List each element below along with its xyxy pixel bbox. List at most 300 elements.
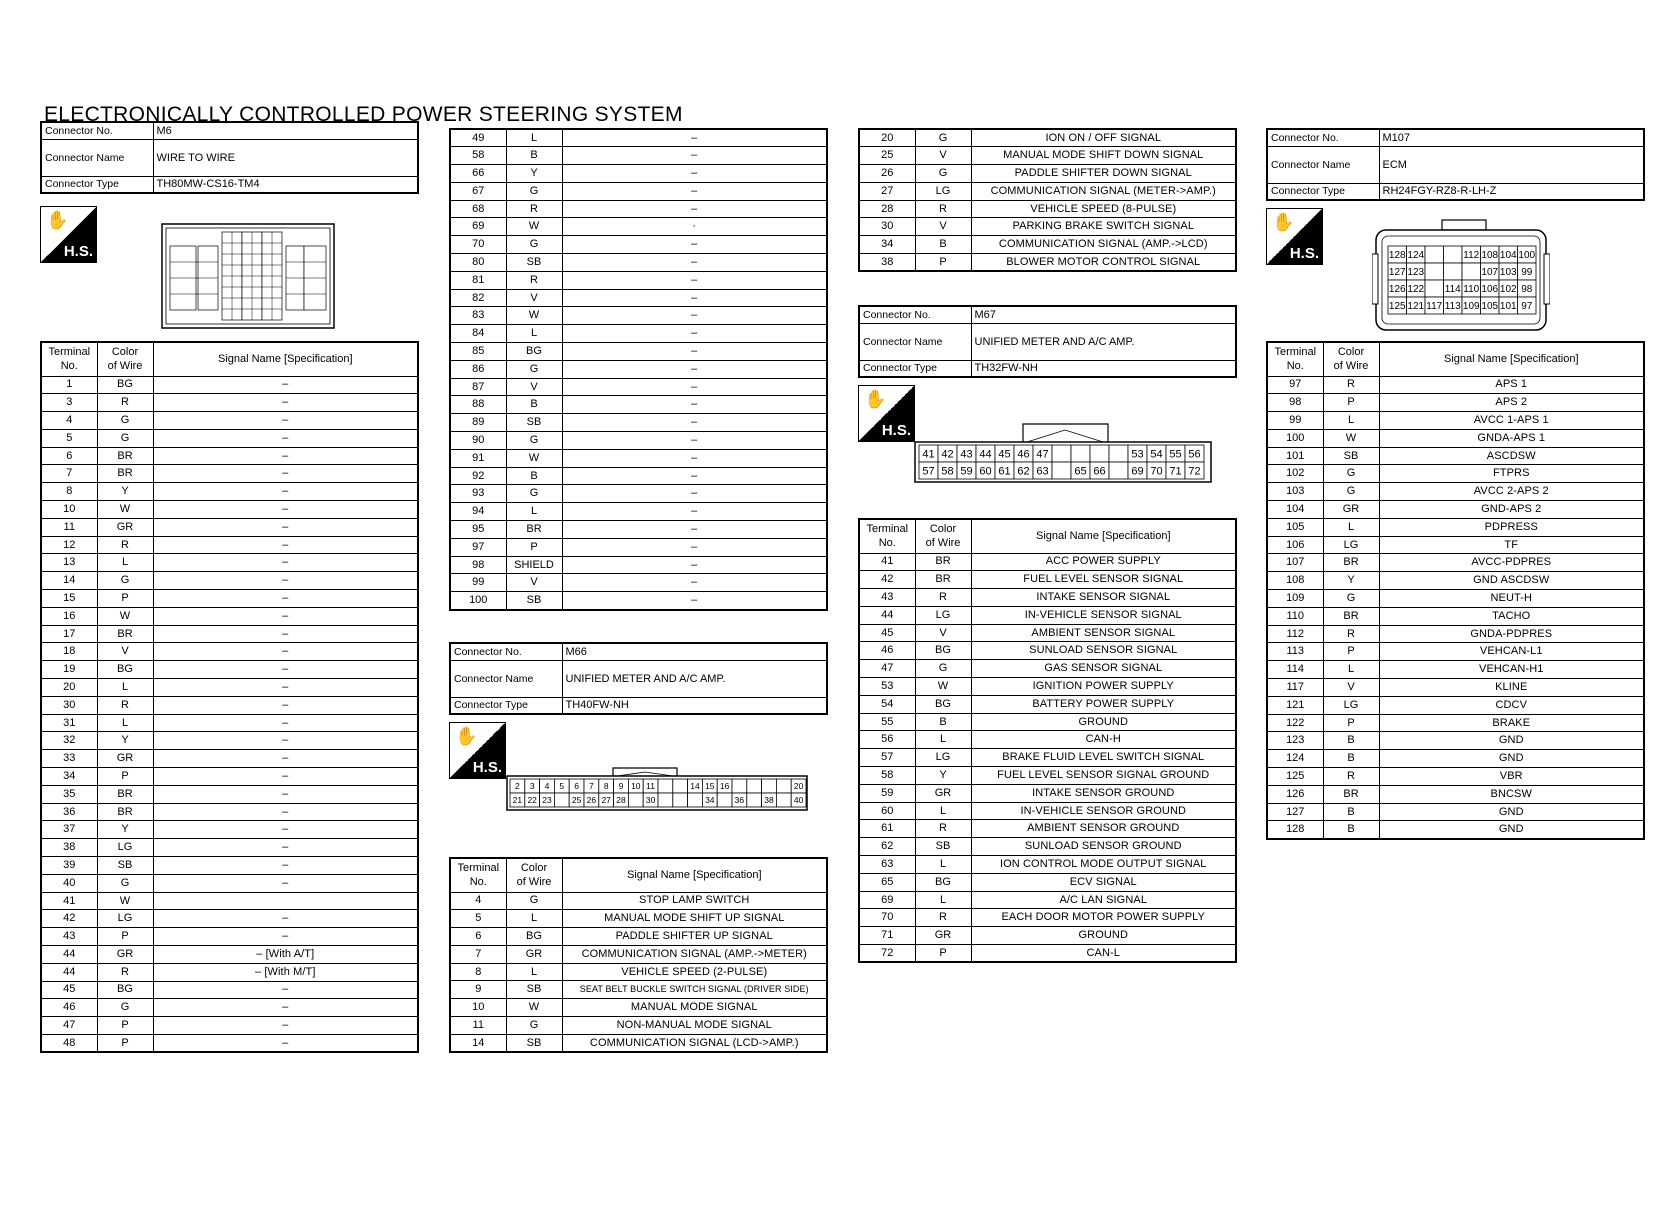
wire-color-cell: R xyxy=(506,200,562,218)
terminal-no-cell: 8 xyxy=(450,963,506,981)
terminal-no-cell: 26 xyxy=(859,165,915,183)
wire-color-cell: GR xyxy=(915,784,971,802)
terminal-no-cell: 103 xyxy=(1267,483,1323,501)
pin-number: 15 xyxy=(705,781,715,792)
terminal-no-cell: 97 xyxy=(450,538,506,556)
terminal-no-cell: 80 xyxy=(450,254,506,272)
terminal-no-cell: 11 xyxy=(41,518,97,536)
signal-name-cell: – xyxy=(153,518,418,536)
terminal-no-cell: 89 xyxy=(450,414,506,432)
wire-color-cell: BR xyxy=(97,625,153,643)
table-row xyxy=(41,394,418,412)
table-row xyxy=(41,785,418,803)
terminal-no-cell: 56 xyxy=(859,731,915,749)
table-row xyxy=(450,218,827,236)
m107-terminal-table xyxy=(1266,341,1645,840)
terminal-no-cell: 87 xyxy=(450,378,506,396)
terminal-no-cell: 32 xyxy=(41,732,97,750)
harness-side-label: H.S. xyxy=(472,759,502,776)
table-row xyxy=(41,963,418,981)
pin-number: 53 xyxy=(1131,448,1144,461)
wire-color-cell: P xyxy=(1323,643,1379,661)
connector-type-value: TH40FW-NH xyxy=(562,697,827,714)
terminal-no-cell: 125 xyxy=(1267,768,1323,786)
harness-side-badge xyxy=(40,206,97,263)
signal-name-cell: VEHICLE SPEED (2-PULSE) xyxy=(562,963,827,981)
wire-color-cell: P xyxy=(97,1017,153,1035)
terminal-no-cell: 69 xyxy=(450,218,506,236)
table-row xyxy=(41,857,418,875)
table-row xyxy=(450,999,827,1017)
wire-color-cell: P xyxy=(97,590,153,608)
terminal-no-cell: 11 xyxy=(450,1017,506,1035)
table-row xyxy=(1267,483,1644,501)
m6-terminal-table xyxy=(40,341,419,1053)
terminal-no-cell: 46 xyxy=(859,642,915,660)
terminal-no-cell: 7 xyxy=(450,945,506,963)
signal-name-cell: COMMUNICATION SIGNAL (METER->AMP.) xyxy=(971,182,1236,200)
pin-number: 123 xyxy=(1407,267,1425,279)
terminal-no-cell: 17 xyxy=(41,625,97,643)
signal-name-cell: – xyxy=(153,768,418,786)
empty-pin-cell xyxy=(1052,462,1071,479)
signal-name-cell: ION ON / OFF SIGNAL xyxy=(971,129,1236,147)
signal-name-cell: – xyxy=(562,165,827,183)
table-row xyxy=(1267,518,1644,536)
pin-number: 103 xyxy=(1499,267,1517,279)
wire-color-cell: W xyxy=(97,892,153,910)
wire-color-cell: SB xyxy=(506,254,562,272)
pin-number: 125 xyxy=(1388,301,1406,313)
col-signal-header: Signal Name [Specification] xyxy=(153,342,418,376)
table-row xyxy=(1267,394,1644,412)
wire-color-cell: BG xyxy=(915,873,971,891)
wire-color-cell: P xyxy=(97,1034,153,1052)
wire-color-cell: BG xyxy=(506,343,562,361)
signal-name-cell: – xyxy=(153,1017,418,1035)
pin-number: 66 xyxy=(1093,465,1106,478)
pin-number: 28 xyxy=(616,795,626,806)
terminal-no-cell: 101 xyxy=(1267,447,1323,465)
signal-name-cell: GND xyxy=(1379,803,1644,821)
wire-color-cell: P xyxy=(915,945,971,963)
connector-no-value: M66 xyxy=(562,643,827,660)
wire-color-cell: BG xyxy=(915,695,971,713)
table-row xyxy=(859,553,1236,571)
table-row xyxy=(1267,501,1644,519)
terminal-no-cell: 34 xyxy=(859,236,915,254)
signal-name-cell: – xyxy=(153,643,418,661)
pin-number: 63 xyxy=(1036,465,1049,478)
terminal-no-cell: 62 xyxy=(859,838,915,856)
table-row xyxy=(41,839,418,857)
table-row xyxy=(41,625,418,643)
table-row xyxy=(450,592,827,610)
terminal-no-cell: 106 xyxy=(1267,536,1323,554)
signal-name-cell: – xyxy=(153,501,418,519)
table-row xyxy=(450,307,827,325)
table-row xyxy=(41,874,418,892)
table-row xyxy=(41,572,418,590)
terminal-no-cell: 112 xyxy=(1267,625,1323,643)
wire-color-cell: G xyxy=(1323,465,1379,483)
table-row xyxy=(450,271,827,289)
connector-name-label: Connector Name xyxy=(450,660,562,697)
connector-no-value: M107 xyxy=(1379,129,1644,146)
pin-number: 61 xyxy=(998,465,1011,478)
table-row xyxy=(41,732,418,750)
col-color-header: Color of Wire xyxy=(506,858,562,892)
empty-pin-cell xyxy=(673,793,688,807)
signal-name-cell: BLOWER MOTOR CONTROL SIGNAL xyxy=(971,254,1236,272)
table-row xyxy=(450,289,827,307)
wire-color-cell: GR xyxy=(915,927,971,945)
signal-name-cell: IGNITION POWER SUPPLY xyxy=(971,678,1236,696)
signal-name-cell: – xyxy=(562,129,827,147)
terminal-no-cell: 71 xyxy=(859,927,915,945)
pin-number: 6 xyxy=(574,781,579,792)
empty-pin-cell xyxy=(658,793,673,807)
harness-side-label: H.S. xyxy=(1289,245,1319,262)
signal-name-cell: – xyxy=(153,590,418,608)
wire-color-cell: G xyxy=(97,429,153,447)
col-color-header: Color of Wire xyxy=(1323,342,1379,376)
terminal-no-cell: 6 xyxy=(41,447,97,465)
pin-number: 71 xyxy=(1169,465,1182,478)
pin-number: 97 xyxy=(1521,301,1533,313)
table-row xyxy=(859,784,1236,802)
signal-name-cell: FUEL LEVEL SENSOR SIGNAL GROUND xyxy=(971,767,1236,785)
table-row xyxy=(1267,803,1644,821)
connector-type-label: Connector Type xyxy=(450,697,562,714)
connector-no-label: Connector No. xyxy=(859,306,971,323)
table-row xyxy=(859,182,1236,200)
wire-color-cell: GR xyxy=(97,518,153,536)
table-row xyxy=(450,182,827,200)
signal-name-cell: AMBIENT SENSOR GROUND xyxy=(971,820,1236,838)
table-row xyxy=(1267,714,1644,732)
signal-name-cell: BRAKE FLUID LEVEL SWITCH SIGNAL xyxy=(971,749,1236,767)
pin-number: 47 xyxy=(1036,448,1049,461)
wire-color-cell: G xyxy=(915,660,971,678)
signal-name-cell: – xyxy=(153,821,418,839)
harness-side-label: H.S. xyxy=(63,243,93,260)
signal-name-cell: – xyxy=(562,325,827,343)
wire-color-cell: V xyxy=(915,147,971,165)
signal-name-cell: AMBIENT SENSOR SIGNAL xyxy=(971,624,1236,642)
table-row xyxy=(859,856,1236,874)
terminal-no-cell: 105 xyxy=(1267,518,1323,536)
table-row xyxy=(1267,679,1644,697)
wire-color-cell: W xyxy=(915,678,971,696)
wire-color-cell: Y xyxy=(506,165,562,183)
table-row xyxy=(41,643,418,661)
pin-number: 114 xyxy=(1444,284,1461,296)
signal-name-cell: – xyxy=(562,467,827,485)
pin-number: 101 xyxy=(1499,301,1517,313)
wire-color-cell: BR xyxy=(506,521,562,539)
terminal-no-cell: 6 xyxy=(450,928,506,946)
table-row xyxy=(41,376,418,394)
table-row xyxy=(859,678,1236,696)
terminal-no-cell: 84 xyxy=(450,325,506,343)
table-row xyxy=(41,429,418,447)
pin-number: 42 xyxy=(941,448,954,461)
wire-color-cell: W xyxy=(1323,429,1379,447)
pin-number: 20 xyxy=(793,781,804,792)
table-row xyxy=(41,554,418,572)
pin-number: 5 xyxy=(559,781,565,792)
wire-color-cell: R xyxy=(97,696,153,714)
terminal-no-cell: 44 xyxy=(41,946,97,964)
table-row xyxy=(1267,554,1644,572)
signal-name-cell: – xyxy=(153,857,418,875)
table-row xyxy=(41,1017,418,1035)
pin-number: 22 xyxy=(527,795,537,806)
table-row xyxy=(1267,412,1644,430)
signal-name-cell: – xyxy=(153,661,418,679)
table-row xyxy=(1267,447,1644,465)
col-color-header: Color of Wire xyxy=(915,519,971,553)
table-row xyxy=(1267,768,1644,786)
signal-name-cell: COMMUNICATION SIGNAL (AMP.->LCD) xyxy=(971,236,1236,254)
terminal-no-cell: 14 xyxy=(450,1034,506,1052)
terminal-no-cell: 60 xyxy=(859,802,915,820)
pin-number: 62 xyxy=(1017,465,1030,478)
terminal-no-cell: 94 xyxy=(450,503,506,521)
signal-name-cell: – xyxy=(562,289,827,307)
empty-pin-cell xyxy=(1425,280,1444,297)
terminal-no-cell: 128 xyxy=(1267,821,1323,839)
wire-color-cell: B xyxy=(1323,821,1379,839)
wire-color-cell: BG xyxy=(97,981,153,999)
connector-name-value: UNIFIED METER AND A/C AMP. xyxy=(971,323,1236,360)
wire-color-cell: SB xyxy=(506,414,562,432)
pin-number: 110 xyxy=(1463,284,1480,296)
m6-terminal-table-continued xyxy=(449,128,828,611)
wire-color-cell: R xyxy=(915,820,971,838)
empty-pin-cell xyxy=(1090,445,1109,462)
table-row xyxy=(450,892,827,910)
table-row xyxy=(41,892,418,910)
wire-color-cell: BR xyxy=(1323,554,1379,572)
table-row xyxy=(41,981,418,999)
pin-number: 107 xyxy=(1481,267,1499,279)
col-terminal-header: Terminal No. xyxy=(1267,342,1323,376)
signal-name-cell: – xyxy=(153,910,418,928)
wire-color-cell: R xyxy=(1323,376,1379,394)
pin-number: 41 xyxy=(922,448,935,461)
terminal-no-cell: 100 xyxy=(1267,429,1323,447)
signal-name-cell: – xyxy=(153,999,418,1017)
m66-connector-diagram xyxy=(505,762,810,814)
terminal-no-cell: 35 xyxy=(41,785,97,803)
table-row xyxy=(859,606,1236,624)
m66-terminal-table-continued xyxy=(858,128,1237,272)
signal-name-cell: FTPRS xyxy=(1379,465,1644,483)
signal-name-cell: – xyxy=(562,254,827,272)
wire-color-cell: V xyxy=(97,643,153,661)
terminal-no-cell: 20 xyxy=(41,679,97,697)
table-row xyxy=(859,147,1236,165)
signal-name-cell: – xyxy=(562,414,827,432)
table-row xyxy=(859,129,1236,147)
table-row xyxy=(41,696,418,714)
signal-name-cell: NEUT-H xyxy=(1379,590,1644,608)
empty-pin-cell xyxy=(1462,263,1481,280)
terminal-no-cell: 10 xyxy=(41,501,97,519)
terminal-no-cell: 127 xyxy=(1267,803,1323,821)
signal-name-cell: BATTERY POWER SUPPLY xyxy=(971,695,1236,713)
terminal-no-cell: 55 xyxy=(859,713,915,731)
terminal-no-cell: 30 xyxy=(859,218,915,236)
empty-pin-cell xyxy=(658,779,673,793)
col-terminal-header: Terminal No. xyxy=(41,342,97,376)
table-row xyxy=(859,731,1236,749)
hand-holding-connector-icon: ✋ xyxy=(1272,212,1295,232)
terminal-no-cell: 117 xyxy=(1267,679,1323,697)
terminal-no-cell: 36 xyxy=(41,803,97,821)
table-row xyxy=(1267,607,1644,625)
wire-color-cell: B xyxy=(915,713,971,731)
terminal-no-cell: 93 xyxy=(450,485,506,503)
signal-name-cell: BNCSW xyxy=(1379,785,1644,803)
signal-name-cell: GND xyxy=(1379,821,1644,839)
signal-name-cell: – xyxy=(153,465,418,483)
harness-side-badge xyxy=(858,385,915,442)
pin-number: 106 xyxy=(1481,284,1499,296)
signal-name-cell: – xyxy=(153,554,418,572)
wire-color-cell: L xyxy=(97,554,153,572)
terminal-no-cell: 4 xyxy=(450,892,506,910)
pin-number: 36 xyxy=(734,795,745,806)
terminal-no-cell: 30 xyxy=(41,696,97,714)
wire-color-cell: LG xyxy=(915,182,971,200)
terminal-no-cell: 10 xyxy=(450,999,506,1017)
signal-name-cell: BRAKE xyxy=(1379,714,1644,732)
terminal-no-cell: 61 xyxy=(859,820,915,838)
pin-number: 25 xyxy=(571,795,582,806)
wire-color-cell: W xyxy=(97,607,153,625)
pin-number: 112 xyxy=(1463,250,1480,262)
signal-name-cell: SUNLOAD SENSOR GROUND xyxy=(971,838,1236,856)
wire-color-cell: GR xyxy=(97,750,153,768)
wire-color-cell: G xyxy=(506,1017,562,1035)
table-row xyxy=(450,200,827,218)
terminal-no-cell: 31 xyxy=(41,714,97,732)
table-row xyxy=(41,1034,418,1052)
terminal-no-cell: 81 xyxy=(450,271,506,289)
signal-name-cell: – [With M/T] xyxy=(153,963,418,981)
terminal-no-cell: 12 xyxy=(41,536,97,554)
table-row xyxy=(1267,732,1644,750)
wire-color-cell: Y xyxy=(97,732,153,750)
connector-no-value: M6 xyxy=(153,122,418,139)
pin-number: 127 xyxy=(1388,267,1406,279)
pin-number: 46 xyxy=(1017,448,1030,461)
pin-number: 70 xyxy=(1150,465,1163,478)
terminal-no-cell: 49 xyxy=(450,129,506,147)
wire-color-cell: G xyxy=(506,360,562,378)
pin-number: 122 xyxy=(1407,284,1425,296)
signal-name-cell: – xyxy=(153,625,418,643)
connector-name-value: ECM xyxy=(1379,146,1644,183)
wire-color-cell: G xyxy=(506,182,562,200)
wire-color-cell: G xyxy=(506,236,562,254)
empty-pin-cell xyxy=(1109,445,1128,462)
wire-color-cell: Y xyxy=(915,767,971,785)
pin-number: 10 xyxy=(631,781,641,792)
table-row xyxy=(450,467,827,485)
empty-pin-cell xyxy=(747,779,762,793)
terminal-no-cell: 69 xyxy=(859,891,915,909)
wire-color-cell: Y xyxy=(1323,572,1379,590)
harness-side-badge xyxy=(449,722,506,779)
terminal-no-cell: 43 xyxy=(859,589,915,607)
wire-color-cell: L xyxy=(1323,518,1379,536)
terminal-no-cell: 47 xyxy=(859,660,915,678)
signal-name-cell: INTAKE SENSOR SIGNAL xyxy=(971,589,1236,607)
wire-color-cell: BG xyxy=(97,661,153,679)
terminal-no-cell: 107 xyxy=(1267,554,1323,572)
wire-color-cell: BR xyxy=(915,571,971,589)
pin-number: 113 xyxy=(1444,301,1461,313)
col-signal-header: Signal Name [Specification] xyxy=(971,519,1236,553)
signal-name-cell: – xyxy=(562,343,827,361)
wire-color-cell: B xyxy=(1323,732,1379,750)
signal-name-cell: – xyxy=(562,307,827,325)
table-row xyxy=(41,803,418,821)
table-row xyxy=(859,927,1236,945)
pin-number: 102 xyxy=(1499,284,1517,296)
pin-number: 126 xyxy=(1388,284,1406,296)
empty-pin-cell xyxy=(673,779,688,793)
table-row xyxy=(450,165,827,183)
wire-color-cell: W xyxy=(506,999,562,1017)
empty-pin-cell xyxy=(1109,462,1128,479)
terminal-no-cell: 121 xyxy=(1267,696,1323,714)
terminal-no-cell: 47 xyxy=(41,1017,97,1035)
wire-color-cell: GR xyxy=(1323,501,1379,519)
pin-number: 59 xyxy=(960,465,973,478)
pin-number: 21 xyxy=(512,795,523,806)
signal-name-cell: GROUND xyxy=(971,713,1236,731)
pin-number: 100 xyxy=(1518,250,1536,262)
signal-name-cell: A/C LAN SIGNAL xyxy=(971,891,1236,909)
table-row xyxy=(450,485,827,503)
empty-pin-cell xyxy=(554,793,569,807)
wire-color-cell: LG xyxy=(97,839,153,857)
wire-color-cell: V xyxy=(506,378,562,396)
signal-name-cell: – xyxy=(562,449,827,467)
table-row xyxy=(1267,750,1644,768)
terminal-no-cell: 39 xyxy=(41,857,97,875)
wire-color-cell: W xyxy=(97,501,153,519)
signal-name-cell: – xyxy=(153,696,418,714)
table-row xyxy=(41,483,418,501)
table-row xyxy=(1267,536,1644,554)
signal-name-cell: FUEL LEVEL SENSOR SIGNAL xyxy=(971,571,1236,589)
terminal-no-cell: 86 xyxy=(450,360,506,378)
terminal-no-cell: 66 xyxy=(450,165,506,183)
pin-number: 8 xyxy=(603,781,609,792)
pin-number: 121 xyxy=(1407,301,1425,313)
wire-color-cell: G xyxy=(506,432,562,450)
terminal-no-cell: 83 xyxy=(450,307,506,325)
terminal-no-cell: 27 xyxy=(859,182,915,200)
table-row xyxy=(859,660,1236,678)
signal-name-cell: IN-VEHICLE SENSOR GROUND xyxy=(971,802,1236,820)
